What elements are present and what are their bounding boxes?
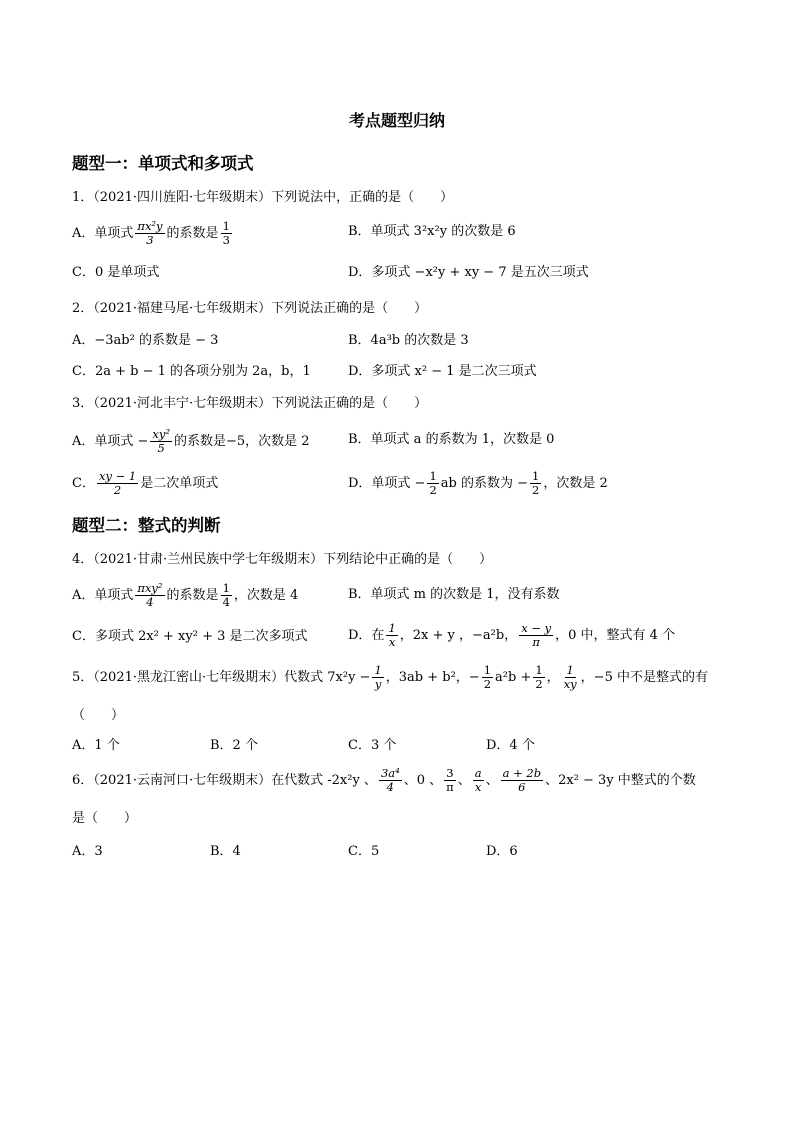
fraction: $\frac{1}{x}$ — [388, 621, 396, 649]
question-1-option-c: C．0 是单项式 — [72, 265, 160, 280]
fraction: $\frac{xy - 1}{2}$ — [98, 469, 137, 497]
question-3-option-c: C． $\frac{xy - 1}{2}$ 是二次单项式 — [72, 469, 219, 497]
fraction: $\frac{1}{4}$ — [222, 581, 230, 609]
question-3-option-a: A．单项式 − $\frac{\text{xy²}}{5}$ 的系数是−5，次数是 2 — [72, 427, 310, 455]
fraction: $\frac{1}{xy}$ — [563, 663, 577, 691]
fraction: $\frac{\text{πxy²}}{4}$ — [137, 581, 163, 609]
question-1-option-d: D．多项式 −x²y + xy − 7 是五次三项式 — [348, 265, 589, 280]
question-1-stem: 1．（2021·四川旌阳·七年级期末）下列说法中，正确的是（ ） — [72, 190, 454, 205]
question-2-option-b: B．4a³b 的次数是 3 — [348, 333, 469, 348]
question-2-option-d: D．多项式 x² − 1 是二次三项式 — [348, 364, 537, 379]
question-5-stem: 5．（2021·黑龙江密山·七年级期末）代数式 7x²y − $\frac{1}{y}$ ，3ab + b²，− $\frac{1}{2}$ a²b + $\frac{1}{2}$ ， $\frac{1}{xy}$ ，−5 中不是整式的有 — [72, 663, 708, 691]
fraction: $\frac{\text{3a⁴}}{4}$ — [380, 766, 400, 794]
question-3-option-d: D．单项式 − $\frac{1}{2}$ ab 的系数为 − $\frac{1}{2}$ ，次数是 2 — [348, 469, 608, 497]
fraction: $\frac{1}{2}$ — [429, 469, 437, 497]
fraction: $\frac{3}{\pi}$ — [446, 766, 454, 794]
question-5-option-c: C．3 个 — [348, 738, 397, 753]
question-6-option-b: B．4 — [210, 844, 241, 859]
question-5-option-d: D．4 个 — [486, 738, 535, 753]
question-6-option-d: D．6 — [486, 844, 518, 859]
question-4-option-b: B．单项式 m 的次数是 1，没有系数 — [348, 587, 560, 602]
fraction: $\frac{x - y}{\pi}$ — [521, 621, 552, 649]
question-6-line2: 是（ ） — [72, 811, 138, 826]
question-2-option-c: C．2a + b − 1 的各项分别为 2a，b，1 — [72, 364, 311, 379]
page-title: 考点题型归纳 — [348, 111, 445, 130]
fraction: $\frac{a}{x}$ — [474, 766, 482, 794]
section-heading-1: 题型一：单项式和多项式 — [72, 154, 254, 173]
question-5-paren: （ ） — [72, 708, 125, 723]
fraction: $\frac{\text{xy²}}{5}$ — [152, 427, 171, 455]
fraction: $\frac{1}{3}$ — [222, 219, 230, 247]
fraction: $\frac{1}{2}$ — [535, 663, 543, 691]
section-heading-2: 题型二：整式的判断 — [72, 516, 221, 535]
question-4-option-a: A．单项式 $\frac{\text{πxy²}}{4}$ 的系数是 $\frac{1}{4}$ ，次数是 4 — [72, 581, 299, 609]
question-3-option-b: B．单项式 a 的系数为 1，次数是 0 — [348, 432, 555, 447]
question-6-option-c: C．5 — [348, 844, 380, 859]
question-2-stem: 2．（2021·福建马尾·七年级期末）下列说法正确的是（ ） — [72, 301, 428, 316]
question-4-stem: 4．（2021·甘肃·兰州民族中学七年级期末）下列结论中正确的是（ ） — [72, 552, 493, 567]
fraction: $\frac{a + 2b}{6}$ — [502, 766, 542, 794]
question-2-option-a: A．−3ab² 的系数是 − 3 — [72, 333, 219, 348]
question-1-option-b: B．单项式 3²x²y 的次数是 6 — [348, 224, 516, 239]
fraction: $\frac{1}{2}$ — [483, 663, 492, 691]
question-6-option-a: A．3 — [72, 844, 103, 859]
question-5-option-b: B．2 个 — [210, 738, 258, 753]
fraction: $\frac{1}{2}$ — [532, 469, 540, 497]
question-5-option-a: A．1 个 — [72, 738, 120, 753]
question-6-stem: 6．（2021·云南河口·七年级期末）在代数式 -2x²y 、 $\frac{\text{3a⁴}}{4}$ 、0 、 $\frac{3}{\pi}$ 、 $\frac{a}{x}$ 、 $\frac{a + 2b}{6}$ 、2x² − 3y 中整式的个数 — [72, 766, 696, 794]
question-1-option-a: A．单项式 $\frac{\text{πx²y}}{3}$ 的系数是 $\frac{1}{3}$ — [72, 219, 230, 247]
fraction: $\frac{\text{πx²y}}{3}$ — [137, 219, 163, 247]
fraction: $\frac{1}{y}$ — [374, 663, 382, 691]
question-4-option-c: C．多项式 2x² + xy² + 3 是二次多项式 — [72, 629, 308, 644]
question-3-stem: 3．（2021·河北丰宁·七年级期末）下列说法正确的是（ ） — [72, 396, 428, 411]
question-4-option-d: D．在 $\frac{1}{x}$ ，2x + y ，−a²b， $\frac{x - y}{\pi}$ ，0 中，整式有 4 个 — [348, 621, 676, 649]
